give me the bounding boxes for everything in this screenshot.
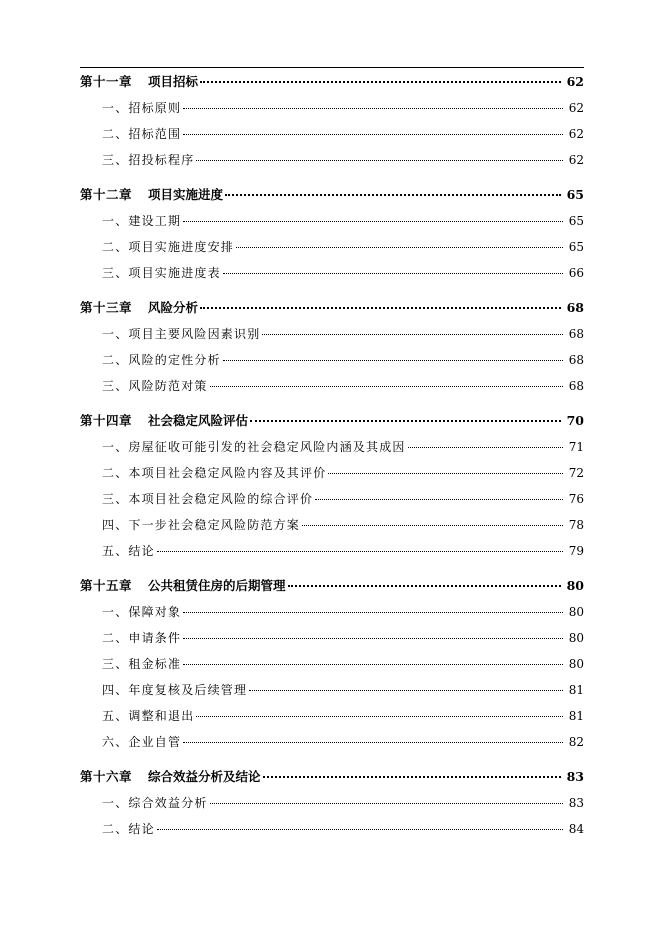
page-number: 68 — [568, 353, 584, 367]
dot-leader — [262, 333, 562, 335]
toc-section[interactable]: 四、下一步社会稳定风险防范方案 78 — [102, 518, 584, 532]
dot-leader — [302, 524, 563, 526]
toc-section[interactable]: 三、风险防范对策 68 — [102, 379, 584, 393]
dot-leader — [183, 663, 563, 665]
page-number: 70 — [566, 413, 584, 428]
toc-section[interactable]: 五、调整和退出 81 — [102, 709, 584, 723]
page-number: 65 — [568, 240, 584, 254]
dot-leader — [200, 306, 561, 309]
page-number: 84 — [568, 822, 584, 836]
page-number: 68 — [568, 379, 584, 393]
page-number: 66 — [568, 266, 584, 280]
page-number: 76 — [568, 492, 584, 506]
toc-section[interactable]: 三、招投标程序 62 — [102, 153, 584, 167]
toc-chapter-14[interactable]: 第十四章 社会稳定风险评估 70 — [80, 413, 584, 428]
header-rule — [80, 67, 584, 68]
page-number: 65 — [568, 214, 584, 228]
page-number: 83 — [566, 769, 584, 784]
toc-chapter-16[interactable]: 第十六章 综合效益分析及结论 83 — [80, 769, 584, 784]
page-number: 82 — [568, 735, 584, 749]
dot-leader — [200, 80, 561, 83]
toc-section[interactable]: 六、企业自管 82 — [102, 735, 584, 749]
toc-section[interactable]: 二、结论 84 — [102, 822, 584, 836]
dot-leader — [183, 741, 563, 743]
toc-section[interactable]: 一、项目主要风险因素识别 68 — [102, 327, 584, 341]
page-number: 65 — [566, 187, 584, 202]
dot-leader — [263, 775, 561, 778]
toc-chapter-15[interactable]: 第十五章 公共租赁住房的后期管理 80 — [80, 578, 584, 593]
dot-leader — [157, 828, 563, 830]
dot-leader — [223, 272, 563, 274]
dot-leader — [210, 802, 563, 804]
dot-leader — [328, 472, 562, 474]
dot-leader — [315, 498, 563, 500]
dot-leader — [236, 246, 563, 248]
page-number: 71 — [568, 440, 584, 454]
page-number: 80 — [568, 631, 584, 645]
dot-leader — [183, 611, 563, 613]
page-number: 68 — [566, 300, 584, 315]
toc-chapter-13[interactable]: 第十三章 风险分析 68 — [80, 300, 584, 315]
dot-leader — [196, 159, 562, 161]
toc-section[interactable]: 二、风险的定性分析 68 — [102, 353, 584, 367]
toc-section[interactable]: 三、租金标准 80 — [102, 657, 584, 671]
dot-leader — [250, 419, 561, 422]
toc-section[interactable]: 三、项目实施进度表 66 — [102, 266, 584, 280]
dot-leader — [210, 385, 563, 387]
toc-section[interactable]: 四、年度复核及后续管理 81 — [102, 683, 584, 697]
dot-leader — [183, 107, 563, 109]
dot-leader — [183, 637, 563, 639]
page-number: 83 — [568, 796, 584, 810]
toc-chapter-12[interactable]: 第十二章 项目实施进度 65 — [80, 187, 584, 202]
toc-section[interactable]: 二、本项目社会稳定风险内容及其评价 72 — [102, 466, 584, 480]
toc-section[interactable]: 五、结论 79 — [102, 544, 584, 558]
page-number: 80 — [568, 605, 584, 619]
dot-leader — [408, 446, 563, 448]
page-number: 79 — [568, 544, 584, 558]
page-number: 81 — [568, 709, 584, 723]
dot-leader — [223, 359, 563, 361]
toc-section[interactable]: 一、招标原则 62 — [102, 101, 584, 115]
toc-section[interactable]: 一、建设工期 65 — [102, 214, 584, 228]
page-number: 78 — [568, 518, 584, 532]
toc-section[interactable]: 一、保障对象 80 — [102, 605, 584, 619]
toc-section[interactable]: 二、项目实施进度安排 65 — [102, 240, 584, 254]
page-number: 62 — [568, 127, 584, 141]
page-number: 80 — [566, 578, 584, 593]
dot-leader — [157, 550, 563, 552]
page-number: 81 — [568, 683, 584, 697]
dot-leader — [196, 715, 562, 717]
dot-leader — [249, 689, 563, 691]
dot-leader — [183, 220, 563, 222]
page-number: 80 — [568, 657, 584, 671]
toc-section[interactable]: 一、综合效益分析 83 — [102, 796, 584, 810]
toc-section[interactable]: 一、房屋征收可能引发的社会稳定风险内涵及其成因 71 — [102, 440, 584, 454]
toc-section[interactable]: 二、招标范围 62 — [102, 127, 584, 141]
toc-chapter-11[interactable]: 第十一章 项目招标 62 — [80, 74, 584, 89]
dot-leader — [225, 193, 561, 196]
dot-leader — [183, 133, 563, 135]
page-number: 62 — [568, 153, 584, 167]
page-number: 62 — [568, 101, 584, 115]
page-number: 72 — [568, 466, 584, 480]
dot-leader — [288, 584, 561, 587]
toc-section[interactable]: 二、申请条件 80 — [102, 631, 584, 645]
page-number: 62 — [566, 74, 584, 89]
page-number: 68 — [568, 327, 584, 341]
toc-section[interactable]: 三、本项目社会稳定风险的综合评价 76 — [102, 492, 584, 506]
